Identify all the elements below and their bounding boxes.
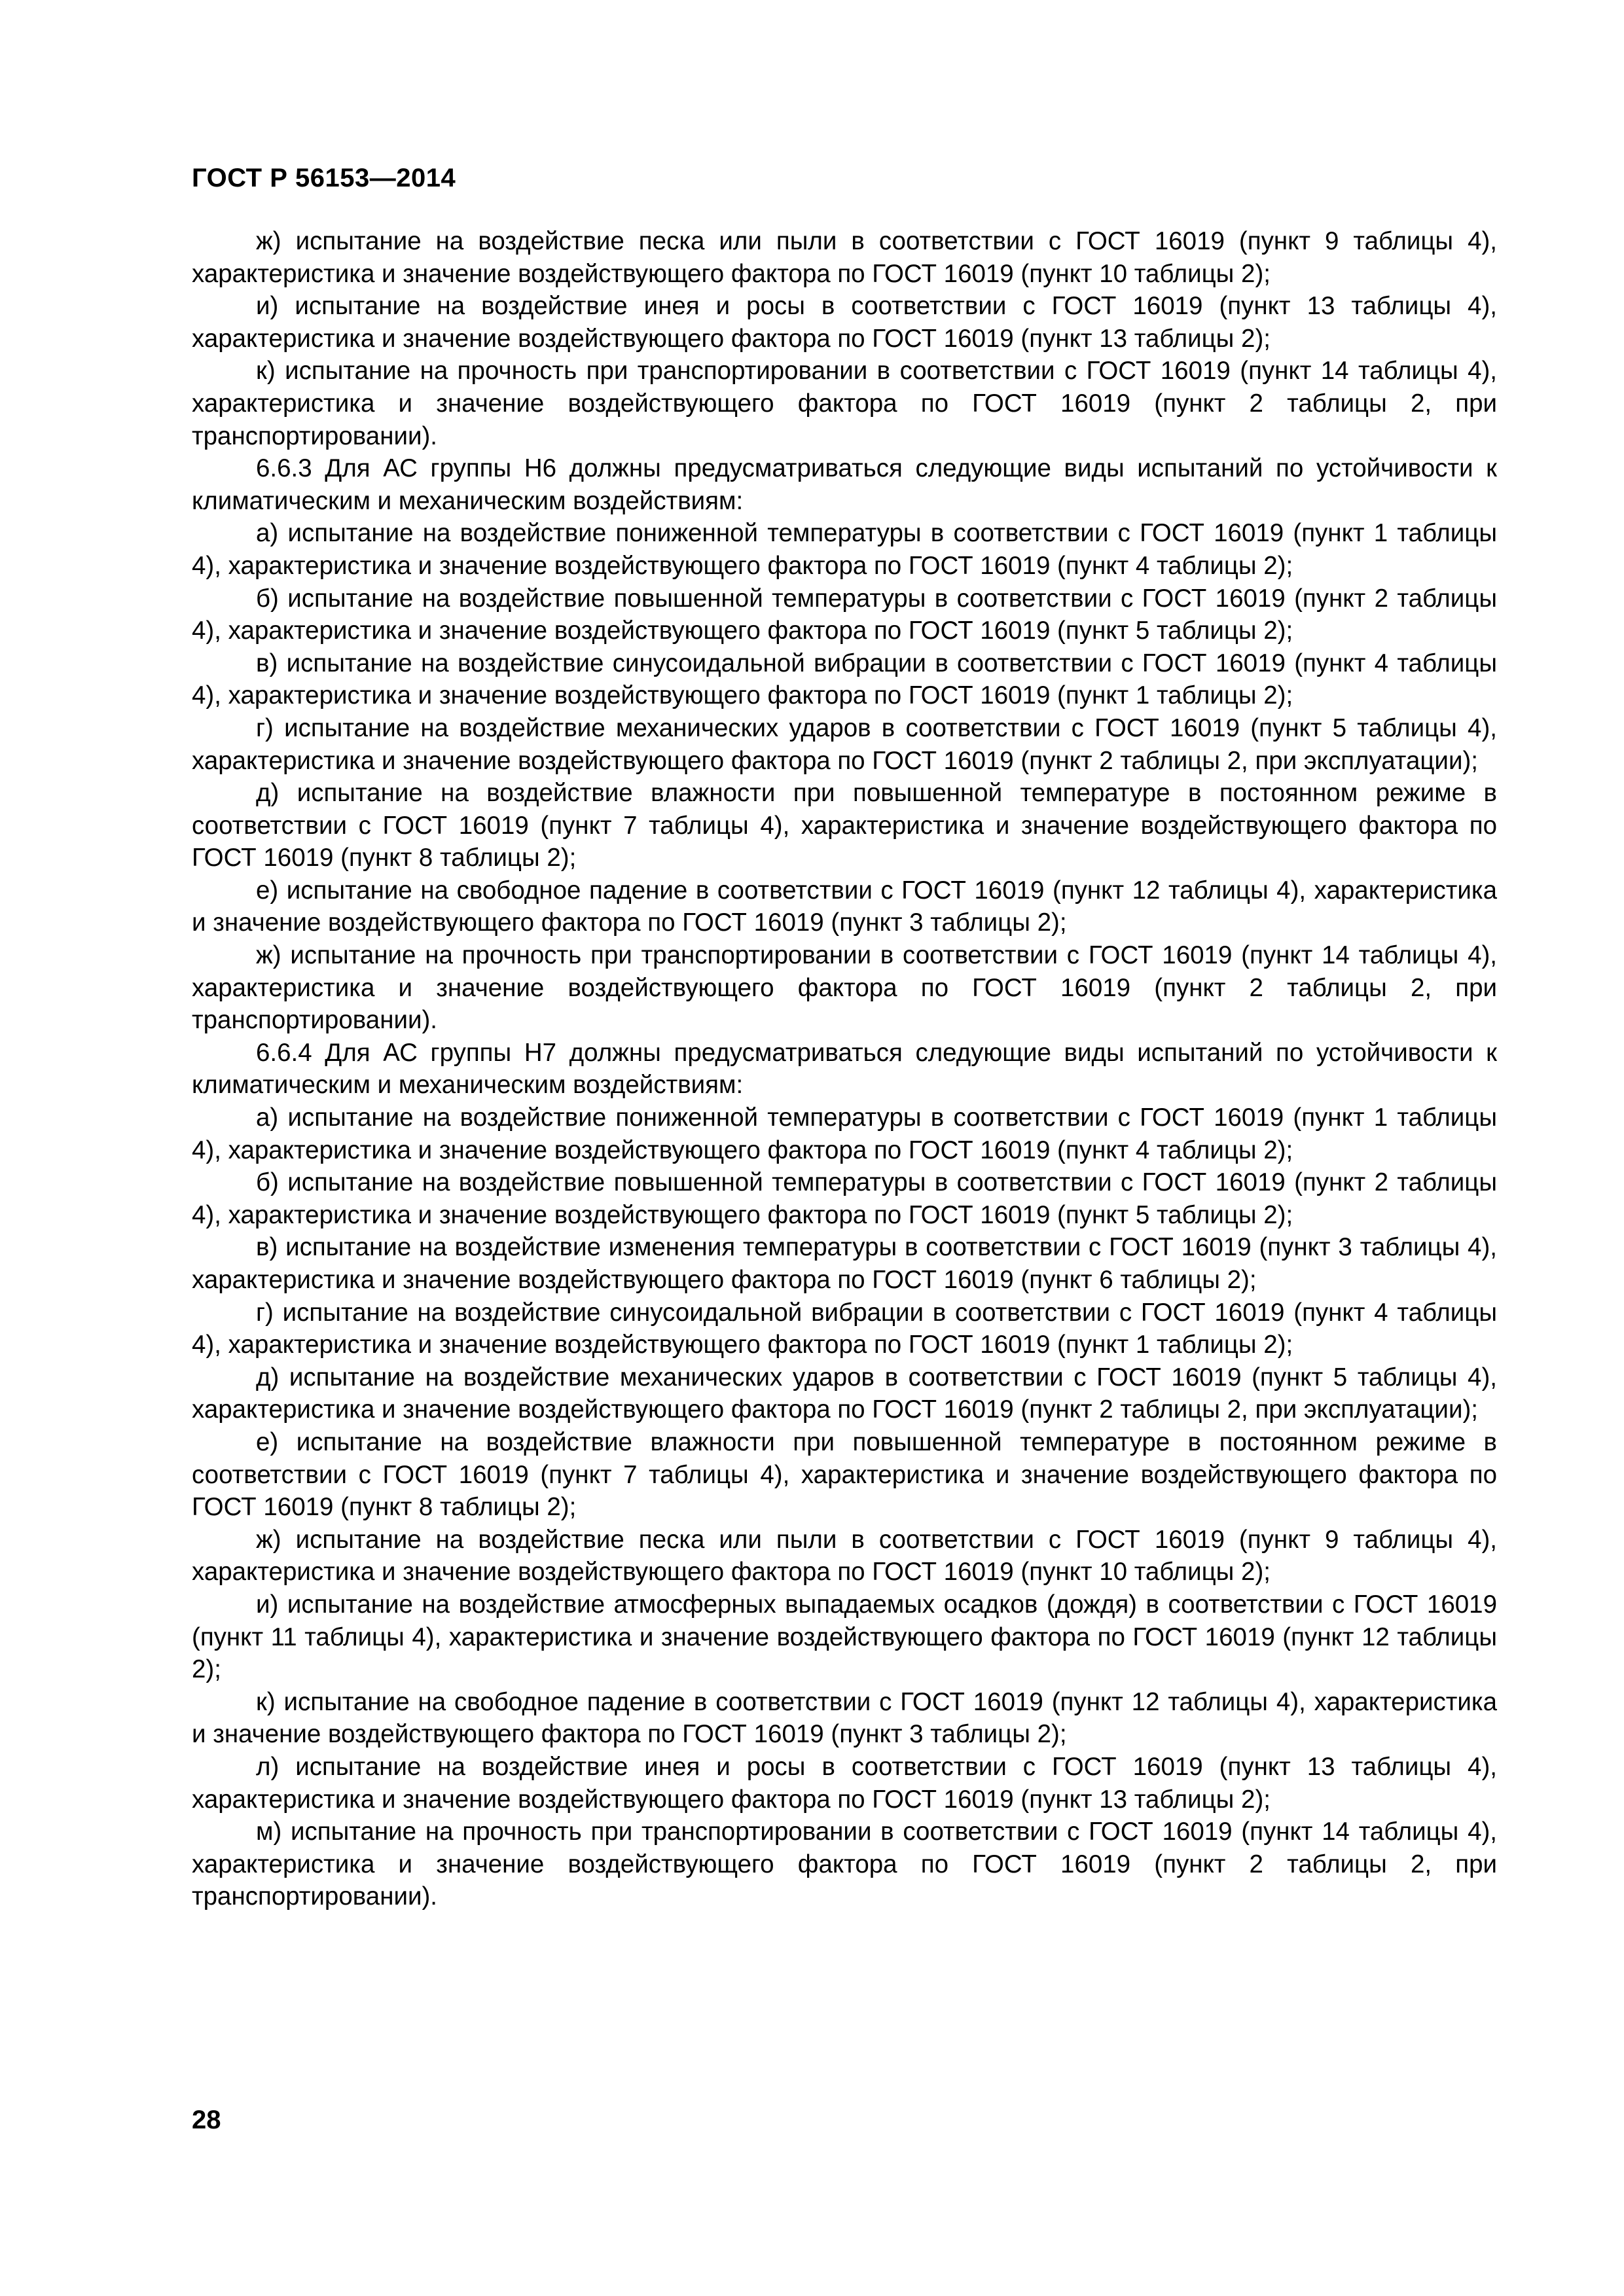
paragraph-item-m: м) испытание на прочность при транспортировании в соответствии с ГОСТ 16019 (пункт 14 таблицы 4), характеристика и значение воздействующего фактора по ГОСТ 16019 (пункт 2 таблицы 2, при транспортировании). [192, 1818, 1497, 1911]
paragraph-item-zh: ж) испытание на воздействие песка или пыли в соответствии с ГОСТ 16019 (пункт 9 таблицы 4), характеристика и значение воздействующего фактора по ГОСТ 16019 (пункт 10 таблицы 2); [192, 227, 1497, 288]
paragraph-item-l: л) испытание на воздействие инея и росы в соответствии с ГОСТ 16019 (пункт 13 таблицы 4), характеристика и значение воздействующего фактора по ГОСТ 16019 (пункт 13 таблицы 2); [192, 1752, 1497, 1814]
paragraph-item-g: г) испытание на воздействие синусоидальной вибрации в соответствии с ГОСТ 16019 (пункт 4 таблицы 4), характеристика и значение воздействующего фактора по ГОСТ 16019 (пункт 1 таблицы 2); [192, 1298, 1497, 1359]
section-6-6-3-intro: 6.6.3 Для АС группы Н6 должны предусматриваться следующие виды испытаний по устойчивости к климатическим и механическим воздействиям: [192, 454, 1497, 515]
paragraph-item-b: б) испытание на воздействие повышенной температуры в соответствии с ГОСТ 16019 (пункт 2 таблицы 4), характеристика и значение воздействующего фактора по ГОСТ 16019 (пункт 5 таблицы 2); [192, 1168, 1497, 1229]
paragraph-item-d: д) испытание на воздействие влажности при повышенной температуре в постоянном режиме в соответствии с ГОСТ 16019 (пункт 7 таблицы 4), характеристика и значение воздействующего фактора по ГОСТ 16019 (пункт 8 таблицы 2); [192, 779, 1497, 872]
paragraph-item-e: е) испытание на свободное падение в соответствии с ГОСТ 16019 (пункт 12 таблицы 4), характеристика и значение воздействующего фактора по ГОСТ 16019 (пункт 3 таблицы 2); [192, 876, 1497, 937]
paragraph-item-a: а) испытание на воздействие пониженной температуры в соответствии с ГОСТ 16019 (пункт 1 таблицы 4), характеристика и значение воздействующего фактора по ГОСТ 16019 (пункт 4 таблицы 2); [192, 519, 1497, 580]
section-6-6-4-intro: 6.6.4 Для АС группы Н7 должны предусматриваться следующие виды испытаний по устойчивости к климатическим и механическим воздействиям: [192, 1038, 1497, 1100]
paragraph-item-k: к) испытание на свободное падение в соответствии с ГОСТ 16019 (пункт 12 таблицы 4), характеристика и значение воздействующего фактора по ГОСТ 16019 (пункт 3 таблицы 2); [192, 1687, 1497, 1749]
paragraph-item-k: к) испытание на прочность при транспортировании в соответствии с ГОСТ 16019 (пункт 14 таблицы 4), характеристика и значение воздействующего фактора по ГОСТ 16019 (пункт 2 таблицы 2, при транспортировании). [192, 357, 1497, 450]
paragraph-item-v: в) испытание на воздействие изменения температуры в соответствии с ГОСТ 16019 (пункт 3 таблицы 4), характеристика и значение воздействующего фактора по ГОСТ 16019 (пункт 6 таблицы 2); [192, 1233, 1497, 1294]
paragraph-item-b: б) испытание на воздействие повышенной температуры в соответствии с ГОСТ 16019 (пункт 2 таблицы 4), характеристика и значение воздействующего фактора по ГОСТ 16019 (пункт 5 таблицы 2); [192, 584, 1497, 645]
paragraph-item-i: и) испытание на воздействие атмосферных выпадаемых осадков (дождя) в соответствии с ГОСТ 16019 (пункт 11 таблицы 4), характеристика и значение воздействующего фактора по ГОСТ 16019 (пункт 12 таблицы 2); [192, 1590, 1497, 1684]
paragraph-item-v: в) испытание на воздействие синусоидальной вибрации в соответствии с ГОСТ 16019 (пункт 4 таблицы 4), характеристика и значение воздействующего фактора по ГОСТ 16019 (пункт 1 таблицы 2); [192, 649, 1497, 710]
paragraph-item-d: д) испытание на воздействие механических ударов в соответствии с ГОСТ 16019 (пункт 5 таблицы 4), характеристика и значение воздействующего фактора по ГОСТ 16019 (пункт 2 таблицы 2, при эксплуатации); [192, 1363, 1497, 1424]
page-number: 28 [192, 2106, 221, 2134]
paragraph-item-zh: ж) испытание на воздействие песка или пыли в соответствии с ГОСТ 16019 (пункт 9 таблицы 4), характеристика и значение воздействующего фактора по ГОСТ 16019 (пункт 10 таблицы 2); [192, 1525, 1497, 1587]
paragraph-item-a: а) испытание на воздействие пониженной температуры в соответствии с ГОСТ 16019 (пункт 1 таблицы 4), характеристика и значение воздействующего фактора по ГОСТ 16019 (пункт 4 таблицы 2); [192, 1103, 1497, 1164]
paragraph-item-g: г) испытание на воздействие механических ударов в соответствии с ГОСТ 16019 (пункт 5 таблицы 4), характеристика и значение воздействующего фактора по ГОСТ 16019 (пункт 2 таблицы 2, при эксплуатации); [192, 713, 1497, 775]
document-header: ГОСТ Р 56153—2014 [192, 164, 456, 192]
paragraph-item-e: е) испытание на воздействие влажности при повышенной температуре в постоянном режиме в соответствии с ГОСТ 16019 (пункт 7 таблицы 4), характеристика и значение воздействующего фактора по ГОСТ 16019 (пункт 8 таблицы 2); [192, 1427, 1497, 1522]
paragraph-item-zh: ж) испытание на прочность при транспортировании в соответствии с ГОСТ 16019 (пункт 14 таблицы 4), характеристика и значение воздействующего фактора по ГОСТ 16019 (пункт 2 таблицы 2, при транспортировании). [192, 941, 1497, 1035]
document-body [192, 225, 1497, 1913]
paragraph-item-i: и) испытание на воздействие инея и росы в соответствии с ГОСТ 16019 (пункт 13 таблицы 4), характеристика и значение воздействующего фактора по ГОСТ 16019 (пункт 13 таблицы 2); [192, 292, 1497, 353]
